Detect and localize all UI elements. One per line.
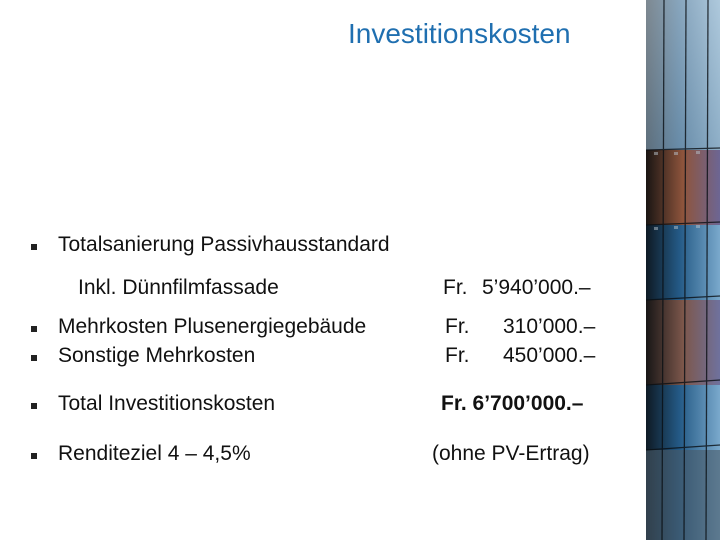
slide-title: Investitionskosten [348,18,571,49]
bullet [31,453,37,459]
facade-photo [646,0,720,540]
item-mehrkosten-amount: 310’000.– [503,315,596,338]
bullet [31,244,37,250]
item-total-value: Fr. 6’700’000.– [441,392,584,415]
item-total-label: Total Investitionskosten [58,392,276,415]
item-mehrkosten-label: Mehrkosten Plusenergiegebäude [58,315,367,338]
item-totalsanierung-amount: 5’940’000.– [482,276,591,299]
bullet [31,326,37,332]
item-rendite-note: (ohne PV-Ertrag) [432,442,590,465]
item-totalsanierung-currency: Fr. [443,276,468,299]
bullet [31,355,37,361]
item-sonstige-label: Sonstige Mehrkosten [58,344,256,367]
item-sonstige-amount: 450’000.– [503,344,596,367]
item-rendite-label: Renditeziel 4 – 4,5% [58,442,251,465]
item-totalsanierung-label: Totalsanierung Passivhausstandard [58,233,390,256]
item-totalsanierung-sublabel: Inkl. Dünnfilmfassade [78,276,279,299]
item-sonstige-currency: Fr. [445,344,470,367]
bullet [31,403,37,409]
item-mehrkosten-currency: Fr. [445,315,470,338]
